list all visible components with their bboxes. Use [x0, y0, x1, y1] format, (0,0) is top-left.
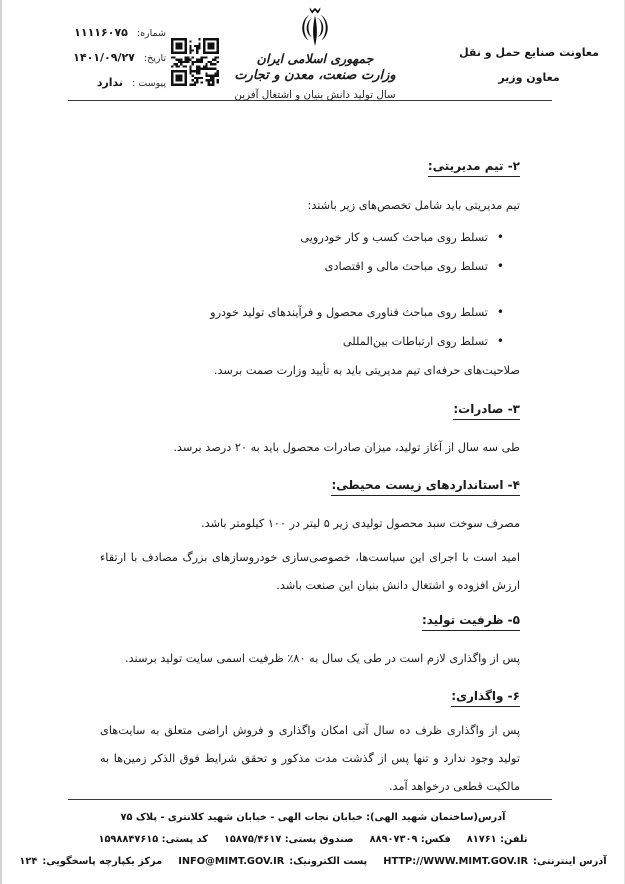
bullet-text: تسلط روی مباحث فناوری محصول و فرآیندهای تولید خودرو [210, 306, 488, 319]
bullet-icon: • [496, 334, 504, 348]
bullet-icon: • [496, 230, 504, 244]
bullet-text: تسلط روی مباحث مالی و اقتصادی [324, 260, 488, 273]
letter-date-row [28, 51, 166, 76]
date-label: تاریخ: [143, 53, 166, 64]
call-center-value: ۱۲۴ [19, 856, 38, 867]
footer-contacts [42, 829, 584, 851]
bullet-icon: • [496, 305, 504, 319]
iran-emblem-icon [224, 6, 406, 48]
number-label: شماره: [136, 28, 166, 39]
footer-address: آدرس(ساختمان شهید الهی): خیابان نجات الهی - خیابان شهید کلانتری - پلاک ۷۵ [120, 812, 506, 823]
letter-number-row [28, 26, 166, 51]
section-2-intro: تیم مدیریتی باید شامل تخصص‌های زیر باشند: [307, 199, 520, 212]
bullet-text: تسلط روی مباحث کسب و کار خودرویی [300, 231, 488, 244]
header-divider [68, 100, 552, 101]
section-2-heading: ۲- تیم مدیریتی: [428, 159, 520, 177]
footer-postal-code: کد پستی: ۱۵۹۸۸۴۷۶۱۵ [98, 834, 208, 845]
email-label: پست الکترونیک: [289, 856, 368, 867]
footer-online [19, 851, 607, 873]
footer-pobox: صندوق پستی: ۱۵۸۷۵/۴۶۱۷ [223, 834, 354, 845]
section-3-text: طی سه سال از آغاز تولید، میزان صادرات محصول باید به ۲۰ درصد برسد. [173, 441, 520, 454]
section-5-heading: ۵- ظرفیت تولید: [422, 613, 520, 631]
country-title: جمهوری اسلامی ایران [256, 51, 374, 66]
section-5-text: پس از واگذاری لازم است در طی یک سال به ۸۰٪ ظرفیت اسمی سایت تولید برسند. [125, 652, 520, 665]
section-3-heading: ۳- صادرات: [453, 402, 520, 420]
date-value: ۱۴۰۱/۰۹/۲۷ [73, 51, 135, 64]
footer-phone: تلفن: ۸۱۷۶۱ [466, 834, 528, 845]
attachment-label: پیوست : [132, 78, 166, 89]
attachment-value: ندارد [96, 76, 124, 89]
section-6-heading: ۶- واگذاری: [451, 689, 520, 707]
website-url: HTTP://WWW.MIMT.GOV.IR [383, 856, 529, 867]
call-center-label: مرکز یکپارچه پاسخگویی: [42, 856, 163, 867]
bullet-icon: • [496, 259, 504, 273]
year-slogan: سال تولید دانش بنیان و اشتغال آفرین [234, 89, 396, 101]
list-item [343, 335, 504, 348]
deputy-subtitle: معاون وزیر [498, 71, 560, 84]
letter-attachment-row [28, 76, 166, 101]
website-label: آدرس اینترنتی: [533, 856, 607, 867]
footer-divider [68, 799, 552, 800]
email-value: INFO@MIMT.GOV.IR [178, 856, 285, 867]
deputy-title: معاونت صنایع حمل و نقل [459, 46, 599, 59]
section-2-note: صلاحیت‌های حرفه‌ای تیم مدیریتی باید به تأیید وزارت صمت برسد. [213, 364, 520, 377]
section-4-text: مصرف سوخت سبد محصول تولیدی زیر ۵ لیتر در ۱۰۰ کیلومتر باشد. [201, 517, 520, 530]
list-item [300, 231, 504, 244]
footer-fax: فکس: ۸۸۹۰۷۳۰۹ [369, 834, 451, 845]
list-item [325, 260, 504, 273]
department-block [440, 40, 618, 90]
footer [19, 807, 607, 873]
list-item [210, 306, 504, 319]
number-value: ۱۱۱۱۶۰۷۵ [74, 26, 128, 39]
footer-email [178, 851, 367, 873]
letterhead-center [224, 6, 406, 101]
section-4-heading: ۴- استانداردهای زیست محیطی: [331, 478, 520, 496]
section-4-note: امید است با اجرای این سیاست‌ها، خصوصی‌سازی خودروسازهای بزرگ مصادف با ارتقاء ارزش افزوده و اشتغال دانش بنیان این صنعت باشد. [100, 551, 520, 592]
footer-call-center [19, 851, 162, 873]
section-6-text: پس از واگذاری ظرف ده سال آتی امکان واگذاری و فروش اراضی متعلق به سایت‌های تولید وجود ندارد و تنها پس از گذشت مدت مذکور و تحقق شرایط فوق الذکر زمین‌ها به مالکیت قطعی درخواهد آمد. [100, 724, 520, 793]
bullet-text: تسلط روی ارتباطات بین‌المللی [342, 335, 488, 348]
footer-website [383, 851, 606, 873]
qr-code [171, 38, 219, 86]
letter-meta [28, 26, 166, 101]
ministry-title: وزارت صنعت، معدن و تجارت [234, 68, 396, 83]
